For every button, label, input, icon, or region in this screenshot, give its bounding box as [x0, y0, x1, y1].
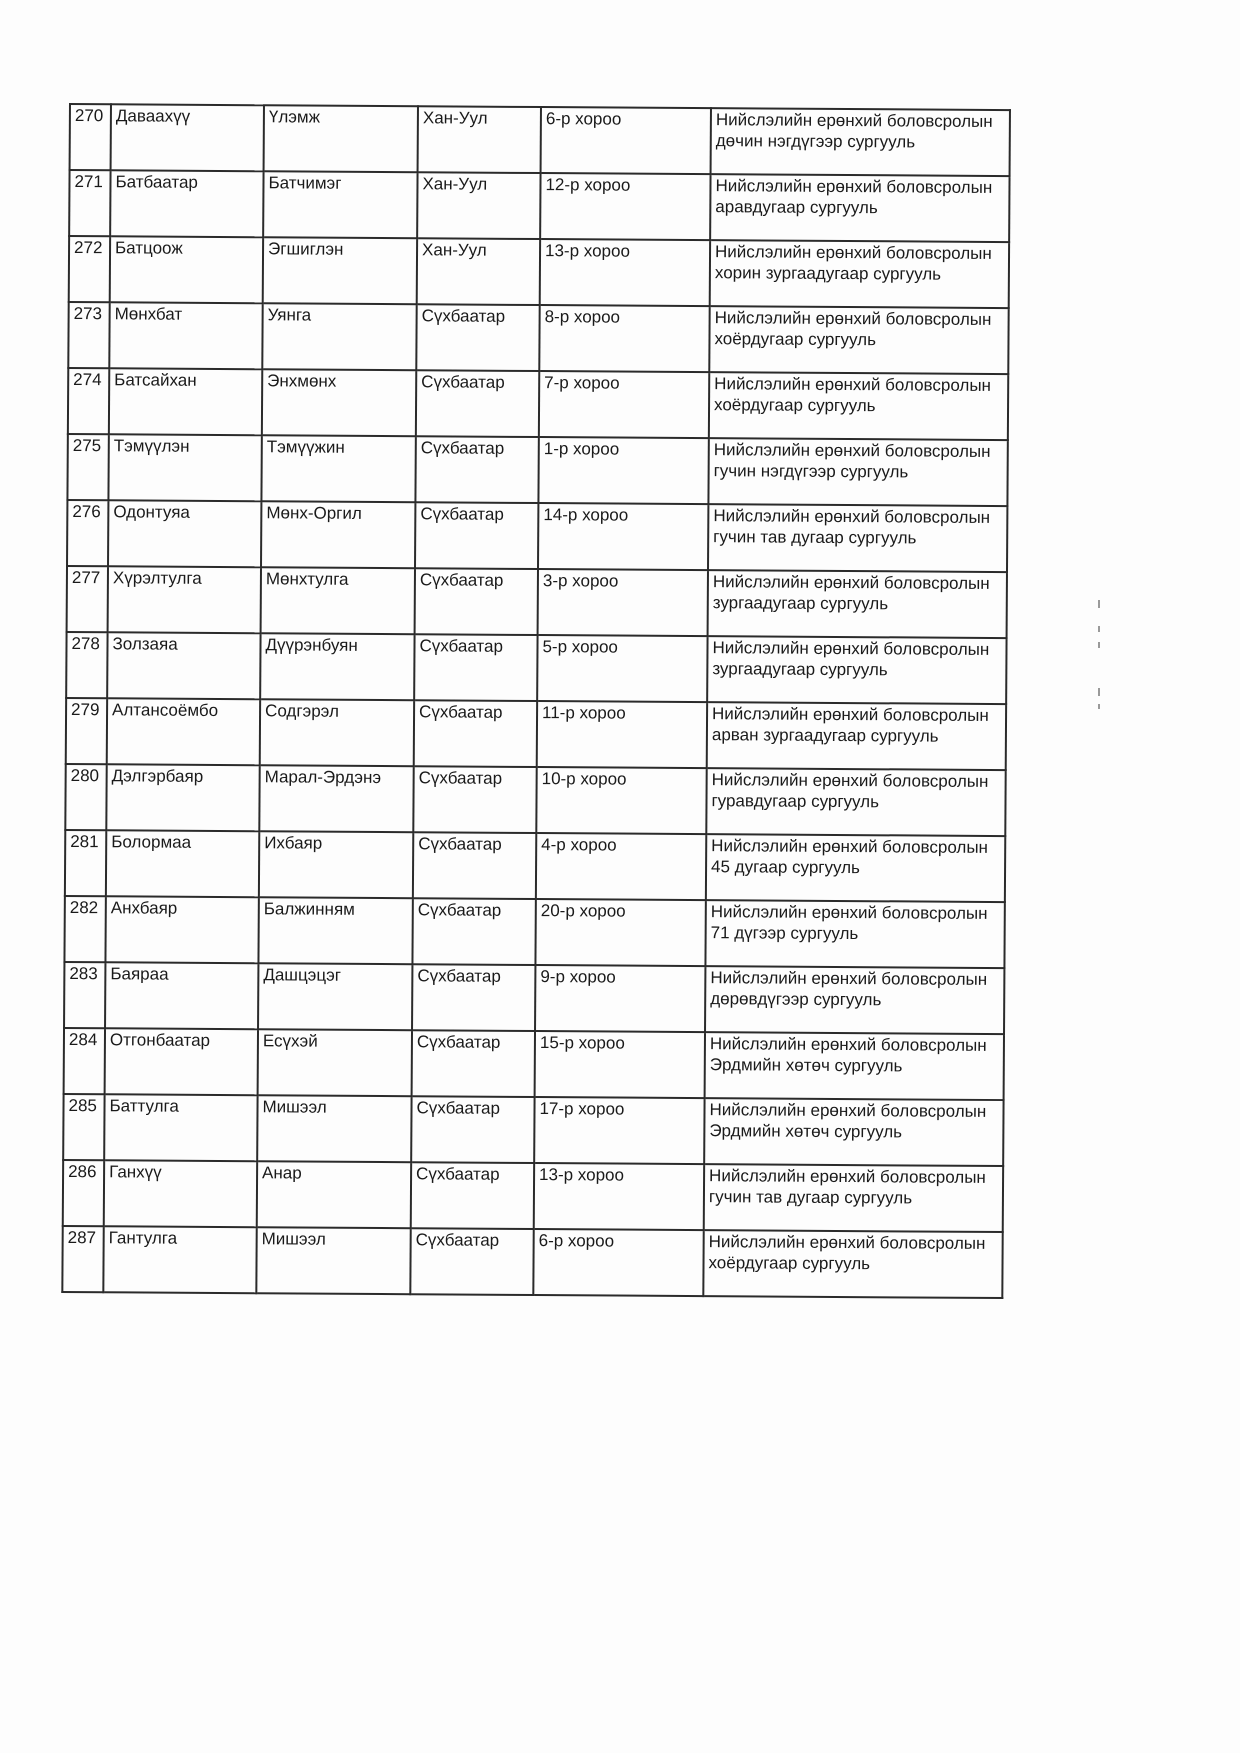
school-name-line-2: гучин тав дугаар сургууль — [713, 527, 917, 548]
district: Сүхбаатар — [420, 504, 504, 524]
first-name: Ганхүү — [109, 1162, 162, 1182]
row-number: 275 — [72, 436, 102, 456]
khoroo: 6-р хороо — [545, 109, 622, 129]
school-cell — [708, 504, 1007, 572]
row-number-cell — [69, 170, 110, 236]
first-name: Баяраа — [110, 964, 169, 984]
first-name-cell — [110, 236, 263, 303]
khoroo: 13-р хороо — [544, 241, 631, 261]
khoroo: 17-р хороо — [539, 1099, 625, 1119]
khoroo-cell — [534, 1163, 704, 1230]
school-name-line-1: Нийслэлийн ерөнхий боловсролын — [714, 242, 992, 263]
scan-mark — [1098, 626, 1100, 632]
school-name-line-1: Нийслэлийн ерөнхий боловсролын — [712, 638, 990, 659]
district-cell — [413, 832, 536, 899]
scan-mark — [1098, 688, 1100, 696]
school-name-line-2: Эрдмийн хөтөч сургууль — [709, 1055, 903, 1076]
khoroo: 1-р хороо — [543, 439, 620, 459]
first-name-cell — [104, 1094, 257, 1161]
khoroo-cell — [537, 635, 707, 702]
khoroo-cell — [536, 767, 706, 834]
last-name-cell — [264, 105, 418, 172]
school-cell — [703, 1230, 1002, 1298]
last-name-cell — [261, 501, 415, 568]
district-cell — [410, 1228, 533, 1295]
roster-table-body — [62, 104, 1010, 1298]
first-name-cell — [110, 170, 263, 237]
first-name: Отгонбаатар — [109, 1030, 211, 1050]
khoroo: 8-р хороо — [544, 307, 621, 327]
district-cell — [411, 1096, 534, 1163]
first-name-cell — [109, 368, 262, 435]
khoroo-cell — [540, 173, 710, 240]
district-cell — [414, 700, 537, 767]
roster-table-wrapper — [61, 103, 1009, 1299]
table-row — [65, 830, 1005, 902]
khoroo-cell — [538, 503, 708, 570]
last-name-cell — [258, 1029, 412, 1096]
last-name-cell — [263, 171, 417, 238]
district-cell — [418, 106, 541, 173]
khoroo: 6-р хороо — [538, 1231, 615, 1251]
school-cell — [706, 834, 1005, 902]
school-name-line-1: Нийслэлийн ерөнхий боловсролын — [709, 1100, 987, 1121]
table-row — [64, 896, 1004, 968]
row-number: 277 — [71, 568, 101, 588]
school-name-line-2: зургаадугаар сургууль — [712, 659, 888, 680]
last-name: Содгэрэл — [265, 701, 339, 721]
first-name: Тэмүүлэн — [113, 436, 190, 456]
district: Сүхбаатар — [419, 636, 504, 656]
school-name-line-1: Нийслэлийн ерөнхий боловсролын — [710, 968, 988, 989]
row-number: 276 — [72, 502, 101, 522]
first-name: Болормаа — [111, 832, 192, 852]
school-name-line-1: Нийслэлийн ерөнхий боловсролын — [709, 1034, 987, 1055]
district-cell — [412, 898, 535, 965]
school-cell — [707, 702, 1006, 770]
district: Сүхбаатар — [417, 966, 501, 986]
school-name-line-1: Нийслэлийн ерөнхий боловсролын — [711, 836, 989, 857]
school-name-line-2: хорин зургаадугаар сургууль — [714, 263, 942, 284]
last-name-cell — [258, 963, 412, 1030]
row-number: 282 — [69, 898, 99, 918]
khoroo: 10-р хороо — [541, 769, 627, 789]
khoroo-cell — [539, 371, 709, 438]
first-name-cell — [111, 104, 264, 171]
row-number-cell — [65, 830, 106, 896]
school-name-line-1: Нийслэлийн ерөнхий боловсролын — [712, 572, 990, 593]
row-number: 285 — [68, 1096, 97, 1116]
first-name: Мөнхбат — [114, 304, 183, 324]
table-row — [67, 434, 1007, 506]
first-name: Даваахүү — [115, 106, 191, 126]
last-name-cell — [262, 303, 416, 370]
row-number-cell — [67, 566, 108, 632]
table-row — [69, 170, 1009, 242]
district: Сүхбаатар — [419, 570, 504, 590]
district: Сүхбаатар — [421, 306, 506, 326]
khoroo-cell — [538, 437, 708, 504]
school-name-line-2: 71 дүгээр сургууль — [710, 923, 859, 944]
district: Сүхбаатар — [416, 1098, 501, 1118]
last-name: Мишээл — [261, 1229, 326, 1249]
district-cell — [412, 1030, 535, 1097]
table-row — [66, 698, 1006, 770]
last-name: Дашцэцэг — [263, 965, 342, 985]
first-name-cell — [107, 698, 260, 765]
school-name-line-2: хоёрдугаар сургууль — [714, 395, 876, 416]
row-number-cell — [67, 434, 108, 500]
district-cell — [415, 502, 538, 569]
last-name-cell — [260, 633, 414, 700]
last-name-cell — [258, 897, 412, 964]
row-number: 281 — [70, 832, 99, 852]
school-name-line-1: Нийслэлийн ерөнхий боловсролын — [709, 1166, 986, 1187]
district-cell — [414, 634, 537, 701]
district: Сүхбаатар — [418, 768, 503, 788]
khoroo-cell — [535, 1031, 705, 1098]
row-number-cell — [64, 1028, 105, 1094]
roster-table — [61, 103, 1011, 1299]
table-row — [65, 764, 1005, 836]
khoroo-cell — [537, 701, 707, 768]
school-cell — [704, 1164, 1003, 1232]
table-row — [70, 104, 1010, 176]
table-row — [68, 368, 1008, 440]
school-name-line-1: Нийслэлийн ерөнхий боловсролын — [713, 506, 991, 527]
row-number-cell — [68, 368, 109, 434]
first-name-cell — [108, 566, 261, 633]
school-name-line-2: хоёрдугаар сургууль — [714, 329, 877, 350]
last-name-cell — [257, 1161, 411, 1228]
school-name-line-2: зургаадугаар сургууль — [712, 593, 889, 614]
first-name: Батбаатар — [115, 172, 198, 192]
first-name-cell — [106, 830, 259, 897]
first-name-cell — [109, 302, 262, 369]
last-name: Марал-Эрдэнэ — [264, 767, 382, 788]
row-number-cell — [64, 962, 105, 1028]
khoroo: 9-р хороо — [540, 967, 616, 987]
school-name-line-2: гучин нэгдүгээр сургууль — [713, 461, 909, 482]
first-name: Алтансоёмбо — [112, 700, 219, 720]
row-number-cell — [62, 1226, 103, 1292]
school-name-line-1: Нийслэлийн ерөнхий боловсролын — [714, 374, 992, 395]
scan-margin-marks — [1096, 600, 1102, 720]
last-name: Балжинням — [263, 899, 355, 919]
district-cell — [417, 172, 540, 239]
row-number: 280 — [70, 766, 100, 786]
district: Сүхбаатар — [416, 1032, 501, 1052]
school-name-line-1: Нийслэлийн ерөнхий боловсролын — [708, 1232, 986, 1253]
last-name-cell — [257, 1095, 411, 1162]
row-number-cell — [66, 632, 107, 698]
district-cell — [412, 964, 535, 1031]
last-name-cell — [261, 435, 415, 502]
khoroo-cell — [535, 965, 705, 1032]
district-cell — [415, 436, 538, 503]
district: Сүхбаатар — [418, 834, 502, 854]
row-number-cell — [63, 1160, 104, 1226]
school-cell — [704, 1098, 1003, 1166]
school-cell — [705, 966, 1004, 1034]
last-name: Уянга — [267, 305, 312, 325]
row-number: 279 — [71, 700, 100, 720]
last-name-cell — [259, 765, 413, 832]
first-name: Батцоож — [115, 238, 183, 258]
khoroo-cell — [539, 305, 709, 372]
school-cell — [705, 1032, 1004, 1100]
last-name: Мишээл — [262, 1097, 327, 1117]
district-cell — [415, 568, 538, 635]
khoroo: 20-р хороо — [540, 901, 626, 921]
first-name-cell — [105, 1028, 258, 1095]
first-name-cell — [107, 632, 260, 699]
row-number: 283 — [69, 964, 98, 984]
school-name-line-2: дөчин нэгдүгээр сургууль — [715, 131, 916, 152]
school-cell — [707, 636, 1006, 704]
school-cell — [708, 570, 1007, 638]
school-name-line-2: гучин тав дугаар сургууль — [708, 1187, 913, 1208]
first-name-cell — [108, 500, 261, 567]
row-number: 273 — [73, 304, 103, 324]
district: Хан-Уул — [422, 174, 488, 194]
scan-mark — [1098, 642, 1100, 648]
school-cell — [708, 438, 1007, 506]
first-name: Золзаяа — [112, 634, 178, 654]
table-row — [68, 302, 1008, 374]
district: Сүхбаатар — [417, 900, 502, 920]
district: Сүхбаатар — [415, 1230, 500, 1250]
first-name-cell — [106, 764, 259, 831]
khoroo-cell — [538, 569, 708, 636]
row-number-cell — [64, 896, 105, 962]
first-name-cell — [104, 1160, 257, 1227]
khoroo: 14-р хороо — [543, 505, 629, 525]
row-number: 272 — [74, 238, 103, 258]
school-name-line-2: хоёрдугаар сургууль — [708, 1253, 871, 1274]
school-name-line-2: дөрөвдүгээр сургууль — [710, 989, 882, 1010]
last-name: Тэмүүжин — [266, 437, 345, 457]
school-cell — [710, 240, 1009, 308]
last-name: Энхмөнх — [267, 371, 337, 391]
khoroo-cell — [536, 833, 706, 900]
row-number: 278 — [71, 634, 100, 654]
district-cell — [411, 1162, 534, 1229]
school-cell — [705, 900, 1004, 968]
first-name: Анхбаяр — [110, 898, 178, 918]
school-name-line-1: Нийслэлийн ерөнхий боловсролын — [710, 902, 988, 923]
table-row — [69, 236, 1009, 308]
last-name: Анар — [262, 1163, 302, 1183]
khoroo: 15-р хороо — [539, 1033, 625, 1053]
last-name: Есүхэй — [262, 1031, 318, 1051]
last-name: Дүүрэнбуян — [265, 635, 358, 655]
row-number: 270 — [74, 106, 104, 126]
khoroo-cell — [540, 239, 710, 306]
school-name-line-1: Нийслэлийн ерөнхий боловсролын — [712, 704, 989, 725]
school-name-line-2: Эрдмийн хөтөч сургууль — [709, 1121, 903, 1142]
first-name: Дэлгэрбаяр — [111, 766, 204, 786]
district: Хан-Уул — [422, 108, 488, 128]
khoroo: 5-р хороо — [542, 637, 618, 657]
school-name-line-2: гуравдугаар сургууль — [711, 791, 880, 812]
khoroo-cell — [535, 899, 705, 966]
school-name-line-1: Нийслэлийн ерөнхий боловсролын — [715, 176, 993, 197]
khoroo: 4-р хороо — [541, 835, 617, 855]
row-number: 284 — [68, 1030, 98, 1050]
table-row — [62, 1226, 1002, 1298]
district: Сүхбаатар — [421, 372, 505, 392]
first-name: Хүрэлтулга — [112, 568, 202, 588]
last-name-cell — [261, 567, 415, 634]
row-number-cell — [66, 698, 107, 764]
school-cell — [711, 108, 1010, 176]
first-name-cell — [105, 896, 258, 963]
row-number-cell — [63, 1094, 104, 1160]
district-cell — [413, 766, 536, 833]
khoroo: 7-р хороо — [544, 373, 620, 393]
table-row — [63, 1160, 1003, 1232]
row-number-cell — [70, 104, 111, 170]
school-cell — [710, 174, 1009, 242]
khoroo-cell — [533, 1229, 703, 1296]
district-cell — [416, 304, 539, 371]
last-name: Мөнх-Оргил — [266, 503, 362, 523]
row-number-cell — [67, 500, 108, 566]
row-number-cell — [68, 302, 109, 368]
last-name-cell — [262, 369, 416, 436]
scan-mark — [1098, 704, 1100, 709]
first-name-cell — [108, 434, 261, 501]
last-name-cell — [259, 831, 413, 898]
last-name-cell — [256, 1227, 410, 1294]
row-number-cell — [69, 236, 110, 302]
row-number: 287 — [67, 1228, 97, 1248]
school-name-line-2: аравдугаар сургууль — [715, 197, 878, 218]
district-cell — [416, 370, 539, 437]
school-name-line-2: 45 дугаар сургууль — [711, 857, 860, 878]
row-number: 274 — [73, 370, 102, 390]
first-name: Баттулга — [109, 1096, 179, 1116]
first-name: Батсайхан — [114, 370, 197, 390]
last-name: Эгшиглэн — [268, 239, 344, 259]
last-name: Мөнхтулга — [265, 569, 349, 589]
khoroo: 13-р хороо — [539, 1165, 625, 1185]
khoroo: 11-р хороо — [542, 703, 626, 723]
school-cell — [709, 372, 1008, 440]
first-name-cell — [103, 1226, 256, 1293]
table-row — [64, 1028, 1004, 1100]
first-name-cell — [105, 962, 258, 1029]
district: Сүхбаатар — [420, 438, 505, 458]
school-name-line-1: Нийслэлийн ерөнхий боловсролын — [713, 440, 991, 461]
district: Хан-Уул — [421, 240, 487, 260]
school-cell — [709, 306, 1008, 374]
row-number: 271 — [74, 172, 103, 192]
last-name: Батчимэг — [268, 173, 342, 193]
table-row — [66, 632, 1006, 704]
khoroo: 3-р хороо — [542, 571, 619, 591]
table-row — [67, 566, 1007, 638]
district: Сүхбаатар — [419, 702, 503, 722]
first-name: Гантулга — [108, 1228, 178, 1248]
table-row — [64, 962, 1004, 1034]
table-row — [67, 500, 1007, 572]
last-name: Үлэмж — [268, 107, 321, 127]
school-cell — [706, 768, 1005, 836]
district: Сүхбаатар — [416, 1164, 500, 1184]
khoroo-cell — [541, 107, 711, 174]
school-name-line-1: Нийслэлийн ерөнхий боловсролын — [711, 770, 989, 791]
last-name-cell — [263, 237, 417, 304]
school-name-line-1: Нийслэлийн ерөнхий боловсролын — [714, 308, 992, 329]
row-number: 286 — [68, 1162, 97, 1182]
first-name: Одонтуяа — [113, 502, 190, 522]
row-number-cell — [65, 764, 106, 830]
school-name-line-1: Нийслэлийн ерөнхий боловсролын — [715, 110, 993, 131]
khoroo-cell — [534, 1097, 704, 1164]
district-cell — [417, 238, 540, 305]
table-row — [63, 1094, 1003, 1166]
last-name: Ихбаяр — [264, 833, 323, 853]
scan-mark — [1098, 600, 1100, 608]
last-name-cell — [260, 699, 414, 766]
khoroo: 12-р хороо — [545, 175, 631, 195]
school-name-line-2: арван зургаадугаар сургууль — [711, 725, 939, 746]
